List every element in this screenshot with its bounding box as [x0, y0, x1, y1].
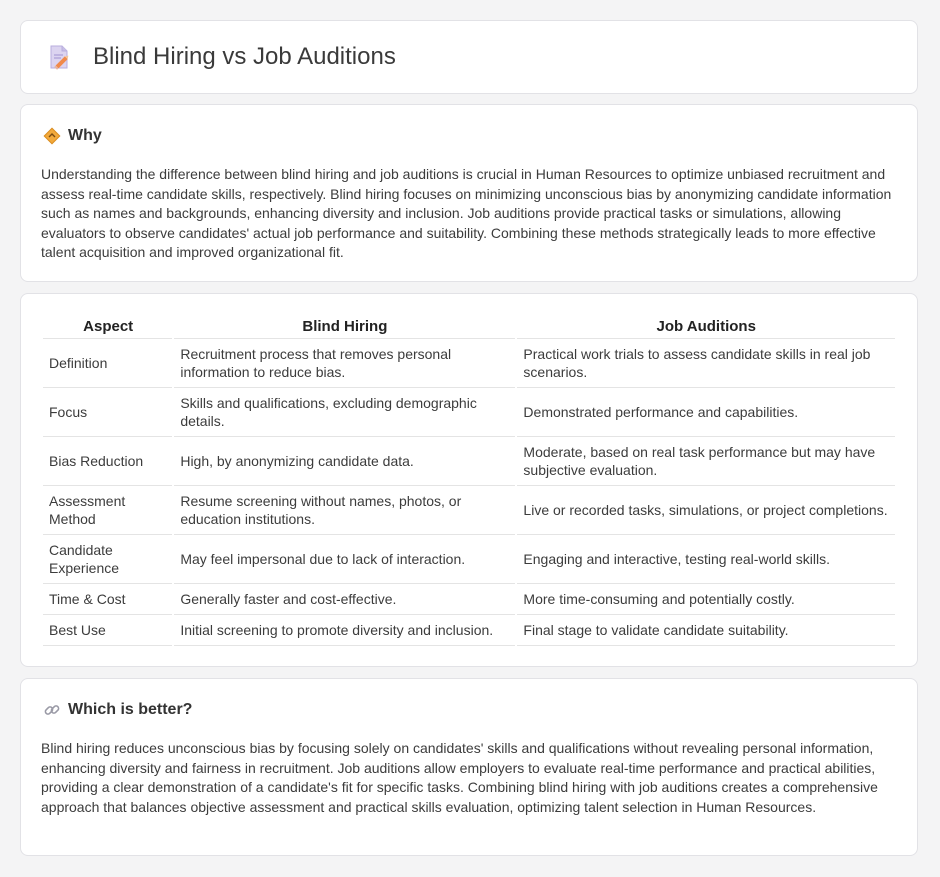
aspect-cell: Time & Cost: [43, 584, 173, 615]
job-auditions-cell: Engaging and interactive, testing real-world skills.: [516, 535, 896, 584]
table-row: [43, 615, 896, 646]
table-row: [43, 486, 896, 535]
page-title: Blind Hiring vs Job Auditions: [93, 43, 396, 70]
job-auditions-cell: Demonstrated performance and capabilities.: [516, 388, 896, 437]
column-header-job-auditions: Job Auditions: [516, 316, 896, 339]
table-row: [43, 584, 896, 615]
why-heading: [43, 127, 102, 145]
aspect-cell: Assessment Method: [43, 486, 173, 535]
document-pencil-icon: [45, 43, 73, 71]
signpost-diamond-icon: [43, 127, 61, 145]
job-auditions-cell: Practical work trials to assess candidate skills in real job scenarios.: [516, 339, 896, 388]
title-row: [45, 43, 396, 71]
job-auditions-cell: Final stage to validate candidate suitability.: [516, 615, 896, 646]
aspect-cell: Best Use: [43, 615, 173, 646]
table-row: [43, 388, 896, 437]
why-text: Understanding the difference between blind hiring and job auditions is crucial in Human Resources to optimize unbiased recruitment and assess real-time candidate skills, respectively. Blind hiring focuses on minimizing unconscious bias by anonymizing candidate information such as names and backgrounds, enhancing diversity and inclusion. Job auditions provide practical tasks or simulations, allowing evaluators to observe candidates' actual job performance and suitability. Combining these methods strategically leads to more effective talent acquisition and improved organizational fit.: [41, 166, 892, 261]
blind-hiring-cell: Recruitment process that removes personal information to reduce bias.: [173, 339, 516, 388]
which-is-better-section: [20, 678, 918, 856]
job-auditions-cell: More time-consuming and potentially costly.: [516, 584, 896, 615]
aspect-cell: Bias Reduction: [43, 437, 173, 486]
blind-hiring-cell: Generally faster and cost-effective.: [173, 584, 516, 615]
table-row: [43, 437, 896, 486]
column-header-aspect: Aspect: [43, 316, 173, 339]
comparison-table: [43, 316, 897, 646]
job-auditions-cell: Moderate, based on real task performance but may have subjective evaluation.: [516, 437, 896, 486]
blind-hiring-cell: High, by anonymizing candidate data.: [173, 437, 516, 486]
why-section: [20, 104, 918, 282]
blind-hiring-cell: Initial screening to promote diversity and inclusion.: [173, 615, 516, 646]
link-icon: [43, 701, 61, 719]
better-heading: [43, 701, 192, 719]
blind-hiring-cell: Resume screening without names, photos, or education institutions.: [173, 486, 516, 535]
table-row: [43, 339, 896, 388]
aspect-cell: Focus: [43, 388, 173, 437]
aspect-cell: Definition: [43, 339, 173, 388]
blind-hiring-cell: May feel impersonal due to lack of interaction.: [173, 535, 516, 584]
blind-hiring-cell: Skills and qualifications, excluding demographic details.: [173, 388, 516, 437]
comparison-section: [20, 293, 918, 667]
column-header-blind-hiring: Blind Hiring: [173, 316, 516, 339]
table-header-row: [43, 316, 896, 339]
table-row: [43, 535, 896, 584]
aspect-cell: Candidate Experience: [43, 535, 173, 584]
better-title: Which is better?: [68, 701, 193, 718]
better-text: Blind hiring reduces unconscious bias by focusing solely on candidates' skills and qualifications without revealing personal information, enhancing diversity and fairness in recruitment. Job auditions allow employers to evaluate real-time performance and practical abilities, providing a clear demonstration of a candidate's fit for specific tasks. Combining blind hiring with job auditions creates a comprehensive approach that balances objective assessment and practical skills evaluation, optimizing talent selection in Human Resources.: [41, 740, 878, 815]
job-auditions-cell: Live or recorded tasks, simulations, or project completions.: [516, 486, 896, 535]
why-title: Why: [68, 127, 102, 144]
title-card: [20, 20, 918, 94]
